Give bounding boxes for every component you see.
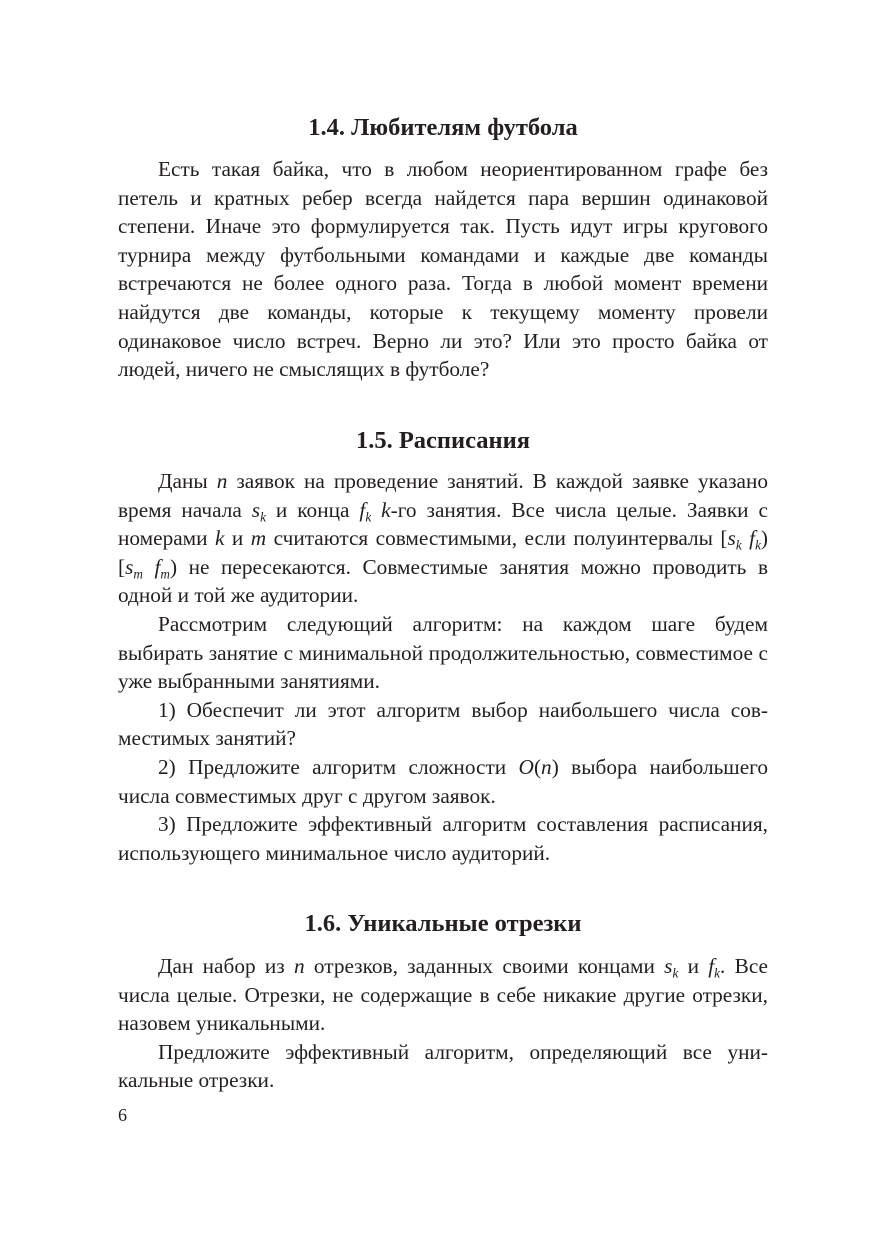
paragraph: 2) Предложите алгоритм сложности O(n) выбора наибольшего числа совместимых друг с другом заявок. xyxy=(118,754,768,808)
paragraph: 3) Предложите эффективный алгоритм составления расписания, использующего минимальное число аудиторий. xyxy=(118,812,768,865)
paragraph: Есть такая байка, что в любом неориентированном графе без петель и кратных ребер всегда найдется пара вершин одинаковой степени. Иначе это формулируется так. Пусть идут игры кругового турнира между футбольными командами и каждые две команды встречаются не более одного раза. Тогда в любой момент времени найдутся две команды, которые к текущему моменту провели одинаковое число встреч. Верно ли это? Или это просто байка от людей, ничего не смыслящих в футболе? xyxy=(118,157,768,382)
paragraph: Предложите эффективный алгоритм, определяющий все уникальные отрезки. xyxy=(118,1039,768,1093)
paragraph: 1) Обеспечит ли этот алгоритм выбор наибольшего числа совместимых занятий? xyxy=(118,697,768,751)
section-title: 1.4. Любителям футбола xyxy=(308,114,578,141)
paragraph: Рассмотрим следующий алгоритм: на каждом шаге будем выбирать занятие с минимальной продолжительностью, совместимое с уже выбранными занятиями. xyxy=(118,611,768,694)
page-number: 6 xyxy=(118,1105,127,1125)
section-body xyxy=(118,952,768,1095)
paragraph: Даны n заявок на проведение занятий. В каждой заявке указано время начала $s_k$ и конца $f_k$ k-го занятия. Все числа целые. Заявки с номерами k и m считаются совместимыми, если полуинтервалы [$s_k$ $f_k$) [$s_m$ $f_m$) не пересекаются. Совместимые занятия можно проводить в одной и той же аудитории. xyxy=(118,469,769,608)
section-title: 1.6. Уникальные отрезки xyxy=(304,910,582,937)
section-title: 1.5. Расписания xyxy=(355,427,531,454)
paragraph: Дан набор из n отрезков, заданных своими концами $s_k$ и $f_k$. Все числа целые. Отрезки, не содержащие в себе никакие другие отрезки, назовем уникальными. xyxy=(118,954,768,1036)
section-body xyxy=(118,467,768,867)
section-body xyxy=(118,155,768,384)
